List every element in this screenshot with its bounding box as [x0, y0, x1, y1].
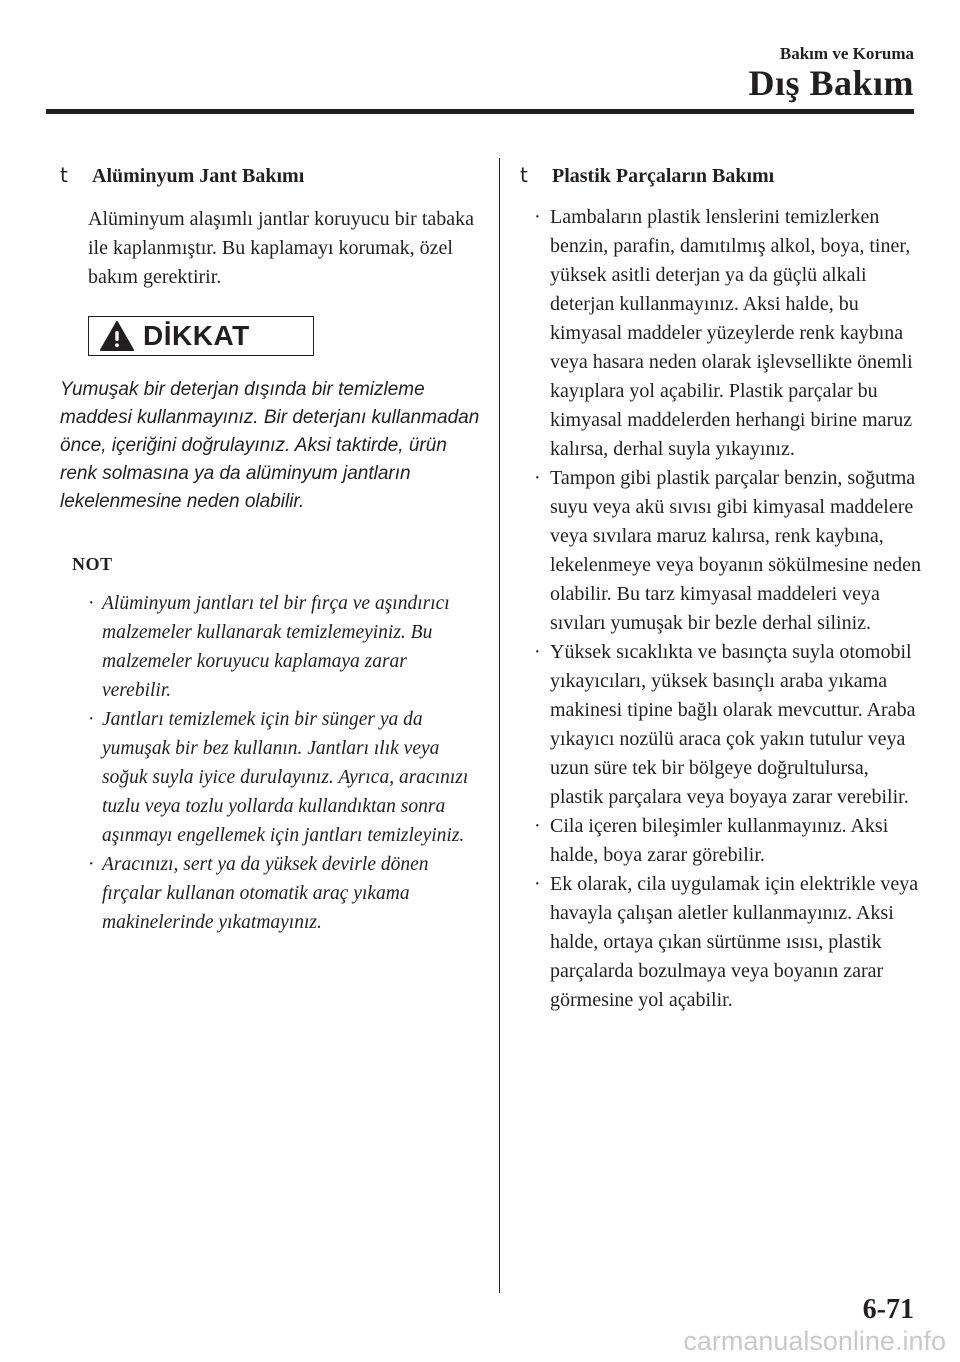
page-title: Dış Bakım	[748, 63, 914, 103]
bullet-icon: ·	[534, 206, 541, 228]
bullet-icon: ·	[534, 873, 541, 895]
watermark: carmanualsonline.info	[683, 1326, 946, 1356]
bullet-icon: ·	[88, 593, 95, 614]
note-label: NOT	[72, 554, 113, 574]
section-heading-plastic-parts	[520, 160, 920, 191]
header-rule	[46, 109, 914, 114]
caution-label: DİKKAT	[143, 320, 250, 351]
bullet-icon: ·	[88, 709, 95, 730]
caution-box	[88, 316, 314, 356]
bullet-icon: ·	[534, 815, 541, 837]
section-heading-alloy-wheels	[60, 160, 480, 191]
note-item-text: Aracınızı, sert ya da yüksek devirle dönen fırçalar kullanan otomatik araç yıkama makinelerinde yıkatmayınız.	[102, 854, 429, 933]
list-item	[534, 638, 922, 812]
note-item-text: Jantları temizlemek için bir sünger ya da yumuşak bir bez kullanın. Jantları ılık veya soğuk suyla iyice durulayınız. Ayrıca, aracınızı tuzlu veya tozlu yollarda kullandıktan sonra aşınmayı engellemek için jantları temizleyiniz.	[102, 709, 469, 846]
note-item	[88, 850, 480, 937]
list-item	[534, 203, 922, 464]
section-heading-text: Alüminyum Jant Bakımı	[92, 165, 305, 187]
list-item-text: Yüksek sıcaklıkta ve basınçta suyla otomobil yıkayıcıları, yüksek basınçlı araba yıkama makinesi tipine bağlı olarak mevcuttur. Araba yıkayıcı nozülü araca çok yakın tutulur veya uzun süre tek bir bölgeye doğrultulursa, plastik parçalara veya boyaya zarar verebilir.	[550, 641, 916, 808]
list-item	[534, 464, 922, 638]
note-item-text: Alüminyum jantları tel bir fırça ve aşındırıcı malzemeler kullanarak temizlemeyiniz. Bu malzemeler koruyucu kaplamaya zarar verebilir.	[102, 593, 450, 701]
note-item	[88, 589, 480, 705]
left-column	[60, 160, 480, 937]
bullet-icon: ·	[534, 467, 541, 489]
right-column	[520, 160, 920, 1015]
caution-text: Yumuşak bir deterjan dışında bir temizleme maddesi kullanmayınız. Bir deterjanı kullanmadan önce, içeriğini doğrulayınız. Aksi taktirde, ürün renk solmasına ya da alüminyum jantların lekelenmesine neden olabilir.	[60, 379, 480, 512]
section-marker-icon: t	[520, 163, 528, 187]
list-item	[534, 812, 922, 870]
list-item-text: Tampon gibi plastik parçalar benzin, soğutma suyu veya akü sıvısı gibi kimyasal maddelere veya sıvılara maruz kalırsa, renk kaybına, lekelenmeye veya boyanın sökülmesine neden olabilir. Bu tarz kimyasal maddeleri veya sıvıları yumuşak bir bezle derhal siliniz.	[550, 467, 921, 634]
column-divider	[499, 158, 500, 1293]
page-number: 6-71	[862, 1294, 914, 1325]
bullet-icon: ·	[88, 854, 95, 875]
plastic-care-list	[534, 203, 920, 1015]
list-item-text: Ek olarak, cila uygulamak için elektrikle veya havayla çalışan aletler kullanmayınız. Aksi halde, ortaya çıkan sürtünme ısısı, plastik parçalarda bozulmaya veya boyanın zarar görmesine yol açabilir.	[550, 873, 919, 1011]
intro-paragraph: Alüminyum alaşımlı jantlar koruyucu bir tabaka ile kaplanmıştır. Bu kaplamayı korumak, özel bakım gerektirir.	[88, 208, 475, 288]
bullet-icon: ·	[534, 641, 541, 663]
list-item-text: Cila içeren bileşimler kullanmayınız. Aksi halde, boya zarar görebilir.	[550, 815, 889, 866]
section-heading-text: Plastik Parçaların Bakımı	[552, 165, 775, 187]
note-item	[88, 705, 480, 850]
list-item-text: Lambaların plastik lenslerini temizlerken benzin, parafin, damıtılmış alkol, boya, tiner, yüksek asitli deterjan ya da güçlü alkali deterjan kullanmayınız. Aksi halde, bu kimyasal maddeler yüzeylerde renk kaybına veya hasara neden olarak işlevsellikte önemli kayıplara yol açabilir. Plastik parçalar bu kimyasal maddelerden herhangi birine maruz kalırsa, derhal suyla yıkayınız.	[550, 206, 913, 460]
header-section-label: Bakım ve Koruma	[779, 44, 914, 63]
list-item	[534, 870, 922, 1015]
note-list	[88, 589, 480, 937]
warning-triangle-icon	[99, 320, 135, 352]
section-marker-icon: t	[60, 163, 68, 187]
